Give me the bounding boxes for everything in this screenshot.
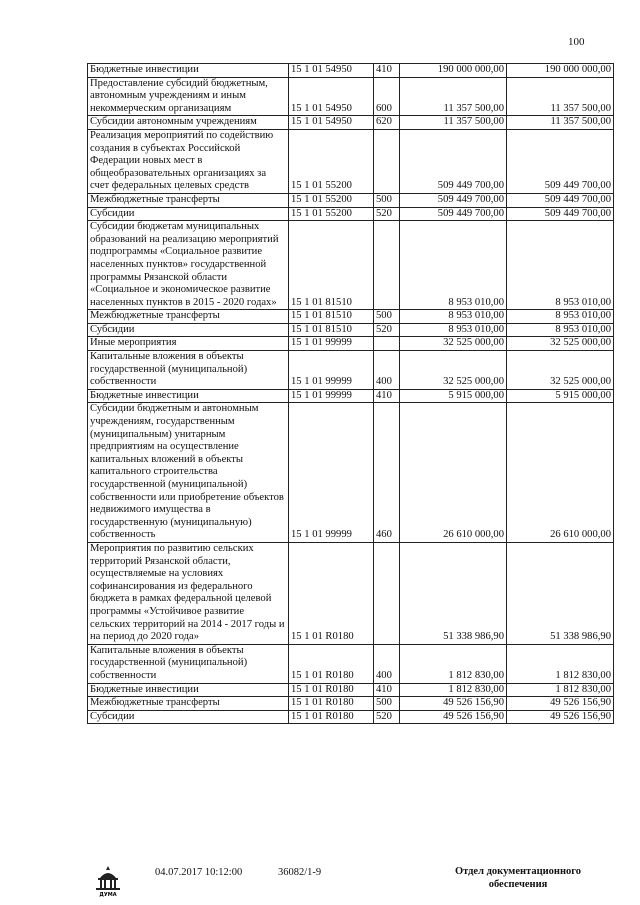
row-kvr-cell: 410 bbox=[374, 64, 400, 78]
table-row bbox=[88, 193, 614, 207]
table-row bbox=[88, 403, 614, 543]
row-sum-2018-cell: 8 953 010,00 bbox=[507, 310, 614, 324]
table-row bbox=[88, 710, 614, 724]
page-footer bbox=[0, 862, 640, 902]
row-sum-2018-cell: 509 449 700,00 bbox=[507, 207, 614, 221]
row-name-cell: Мероприятия по развитию сельских территорий Рязанской области, осуществляемые на условиях софинансирования из федерального бюджета в рамках федеральной целевой программы «Устойчивое развитие сельских территорий на 2014 - 2017 годы и на период до 2020 года» bbox=[88, 542, 289, 644]
row-name-cell: Субсидии бюджетам муниципальных образований на реализацию мероприятий подпрограммы «Социальное развитие населенных пунктов» государственной программы Рязанской области «Социальное и экономическое развитие населенных пунктов в 2015 - 2020 годах» bbox=[88, 221, 289, 310]
row-sum-2018-cell: 5 915 000,00 bbox=[507, 389, 614, 403]
row-code-cell: 15 1 01 54950 bbox=[289, 77, 374, 116]
row-code-cell: 15 1 01 99999 bbox=[289, 351, 374, 390]
table-row bbox=[88, 644, 614, 683]
row-kvr-cell bbox=[374, 337, 400, 351]
row-sum-2017-cell: 8 953 010,00 bbox=[400, 323, 507, 337]
footer-timestamp: 04.07.2017 10:12:00 bbox=[155, 867, 243, 878]
table-row bbox=[88, 77, 614, 116]
row-sum-2018-cell: 8 953 010,00 bbox=[507, 221, 614, 310]
table-row bbox=[88, 683, 614, 697]
row-sum-2017-cell: 8 953 010,00 bbox=[400, 221, 507, 310]
row-code-cell: 15 1 01 R0180 bbox=[289, 542, 374, 644]
page-number: 100 bbox=[568, 36, 585, 48]
row-kvr-cell: 460 bbox=[374, 403, 400, 543]
row-name-cell: Реализация мероприятий по содействию создания в субъектах Российской Федерации новых мест в общеобразовательных организациях за счет федеральных целевых средств bbox=[88, 129, 289, 193]
row-name-cell: Субсидии bbox=[88, 207, 289, 221]
row-code-cell: 15 1 01 99999 bbox=[289, 389, 374, 403]
row-name-cell: Предоставление субсидий бюджетным, автономным учреждениям и иным некоммерческим организациям bbox=[88, 77, 289, 116]
row-sum-2017-cell: 49 526 156,90 bbox=[400, 697, 507, 711]
logo-text: ДУМА bbox=[99, 892, 117, 898]
row-name-cell: Капитальные вложения в объекты государственной (муниципальной) собственности bbox=[88, 351, 289, 390]
row-sum-2018-cell: 32 525 000,00 bbox=[507, 337, 614, 351]
row-name-cell: Иные мероприятия bbox=[88, 337, 289, 351]
row-sum-2017-cell: 509 449 700,00 bbox=[400, 129, 507, 193]
table-row bbox=[88, 129, 614, 193]
row-kvr-cell: 520 bbox=[374, 710, 400, 724]
table-row bbox=[88, 221, 614, 310]
row-kvr-cell bbox=[374, 129, 400, 193]
row-sum-2017-cell: 1 812 830,00 bbox=[400, 683, 507, 697]
row-sum-2018-cell: 8 953 010,00 bbox=[507, 323, 614, 337]
row-sum-2017-cell: 8 953 010,00 bbox=[400, 310, 507, 324]
row-sum-2018-cell: 190 000 000,00 bbox=[507, 64, 614, 78]
row-kvr-cell: 400 bbox=[374, 644, 400, 683]
duma-logo-icon bbox=[92, 864, 124, 898]
row-code-cell: 15 1 01 55200 bbox=[289, 207, 374, 221]
row-sum-2018-cell: 509 449 700,00 bbox=[507, 193, 614, 207]
row-kvr-cell: 520 bbox=[374, 323, 400, 337]
row-sum-2017-cell: 51 338 986,90 bbox=[400, 542, 507, 644]
row-sum-2018-cell: 11 357 500,00 bbox=[507, 77, 614, 116]
row-code-cell: 15 1 01 81510 bbox=[289, 310, 374, 324]
row-sum-2018-cell: 26 610 000,00 bbox=[507, 403, 614, 543]
row-sum-2018-cell: 51 338 986,90 bbox=[507, 542, 614, 644]
row-name-cell: Бюджетные инвестиции bbox=[88, 389, 289, 403]
row-sum-2017-cell: 11 357 500,00 bbox=[400, 77, 507, 116]
table-row bbox=[88, 323, 614, 337]
row-code-cell: 15 1 01 54950 bbox=[289, 64, 374, 78]
table-row bbox=[88, 337, 614, 351]
row-sum-2018-cell: 32 525 000,00 bbox=[507, 351, 614, 390]
row-code-cell: 15 1 01 54950 bbox=[289, 116, 374, 130]
row-sum-2017-cell: 509 449 700,00 bbox=[400, 207, 507, 221]
table-row bbox=[88, 310, 614, 324]
footer-department-line1: Отдел документационного bbox=[454, 866, 582, 877]
row-name-cell: Субсидии bbox=[88, 710, 289, 724]
row-name-cell: Бюджетные инвестиции bbox=[88, 64, 289, 78]
row-name-cell: Капитальные вложения в объекты государственной (муниципальной) собственности bbox=[88, 644, 289, 683]
row-sum-2018-cell: 509 449 700,00 bbox=[507, 129, 614, 193]
row-sum-2017-cell: 11 357 500,00 bbox=[400, 116, 507, 130]
footer-department bbox=[438, 865, 598, 891]
row-code-cell: 15 1 01 55200 bbox=[289, 193, 374, 207]
row-name-cell: Субсидии автономным учреждениям bbox=[88, 116, 289, 130]
table-row bbox=[88, 351, 614, 390]
row-code-cell: 15 1 01 81510 bbox=[289, 221, 374, 310]
row-sum-2017-cell: 32 525 000,00 bbox=[400, 337, 507, 351]
row-name-cell: Межбюджетные трансферты bbox=[88, 697, 289, 711]
footer-doc-number: 36082/1-9 bbox=[278, 867, 322, 878]
row-code-cell: 15 1 01 R0180 bbox=[289, 683, 374, 697]
row-code-cell: 15 1 01 99999 bbox=[289, 403, 374, 543]
row-sum-2017-cell: 1 812 830,00 bbox=[400, 644, 507, 683]
row-sum-2018-cell: 1 812 830,00 bbox=[507, 644, 614, 683]
row-kvr-cell bbox=[374, 221, 400, 310]
row-name-cell: Бюджетные инвестиции bbox=[88, 683, 289, 697]
row-code-cell: 15 1 01 55200 bbox=[289, 129, 374, 193]
row-name-cell: Межбюджетные трансферты bbox=[88, 193, 289, 207]
row-code-cell: 15 1 01 R0180 bbox=[289, 710, 374, 724]
table-row bbox=[88, 116, 614, 130]
footer-department-line2: обеспечения bbox=[488, 879, 548, 890]
row-code-cell: 15 1 01 99999 bbox=[289, 337, 374, 351]
row-sum-2017-cell: 26 610 000,00 bbox=[400, 403, 507, 543]
row-kvr-cell: 500 bbox=[374, 310, 400, 324]
table-row bbox=[88, 389, 614, 403]
table-row bbox=[88, 697, 614, 711]
row-kvr-cell: 500 bbox=[374, 697, 400, 711]
table-row bbox=[88, 207, 614, 221]
row-sum-2017-cell: 32 525 000,00 bbox=[400, 351, 507, 390]
table-row bbox=[88, 542, 614, 644]
row-sum-2017-cell: 190 000 000,00 bbox=[400, 64, 507, 78]
row-sum-2018-cell: 49 526 156,90 bbox=[507, 710, 614, 724]
row-sum-2018-cell: 1 812 830,00 bbox=[507, 683, 614, 697]
row-kvr-cell: 410 bbox=[374, 389, 400, 403]
row-kvr-cell: 500 bbox=[374, 193, 400, 207]
row-code-cell: 15 1 01 R0180 bbox=[289, 644, 374, 683]
row-name-cell: Субсидии бюджетным и автономным учреждениям, государственным (муниципальным) унитарным предприятиям на осуществление капитальных вложений в объекты капитального строительства государственной (муниципальной) собственности или приобретение объектов недвижимого имущества в государственную (муниципальную) собственность bbox=[88, 403, 289, 543]
row-kvr-cell: 410 bbox=[374, 683, 400, 697]
row-kvr-cell bbox=[374, 542, 400, 644]
row-kvr-cell: 400 bbox=[374, 351, 400, 390]
table-row bbox=[88, 64, 614, 78]
budget-table bbox=[87, 63, 614, 724]
row-name-cell: Субсидии bbox=[88, 323, 289, 337]
row-sum-2018-cell: 49 526 156,90 bbox=[507, 697, 614, 711]
row-kvr-cell: 520 bbox=[374, 207, 400, 221]
row-sum-2017-cell: 509 449 700,00 bbox=[400, 193, 507, 207]
row-sum-2017-cell: 49 526 156,90 bbox=[400, 710, 507, 724]
row-code-cell: 15 1 01 81510 bbox=[289, 323, 374, 337]
row-code-cell: 15 1 01 R0180 bbox=[289, 697, 374, 711]
row-sum-2018-cell: 11 357 500,00 bbox=[507, 116, 614, 130]
row-sum-2017-cell: 5 915 000,00 bbox=[400, 389, 507, 403]
row-kvr-cell: 600 bbox=[374, 77, 400, 116]
row-kvr-cell: 620 bbox=[374, 116, 400, 130]
row-name-cell: Межбюджетные трансферты bbox=[88, 310, 289, 324]
budget-table-body bbox=[88, 64, 614, 724]
